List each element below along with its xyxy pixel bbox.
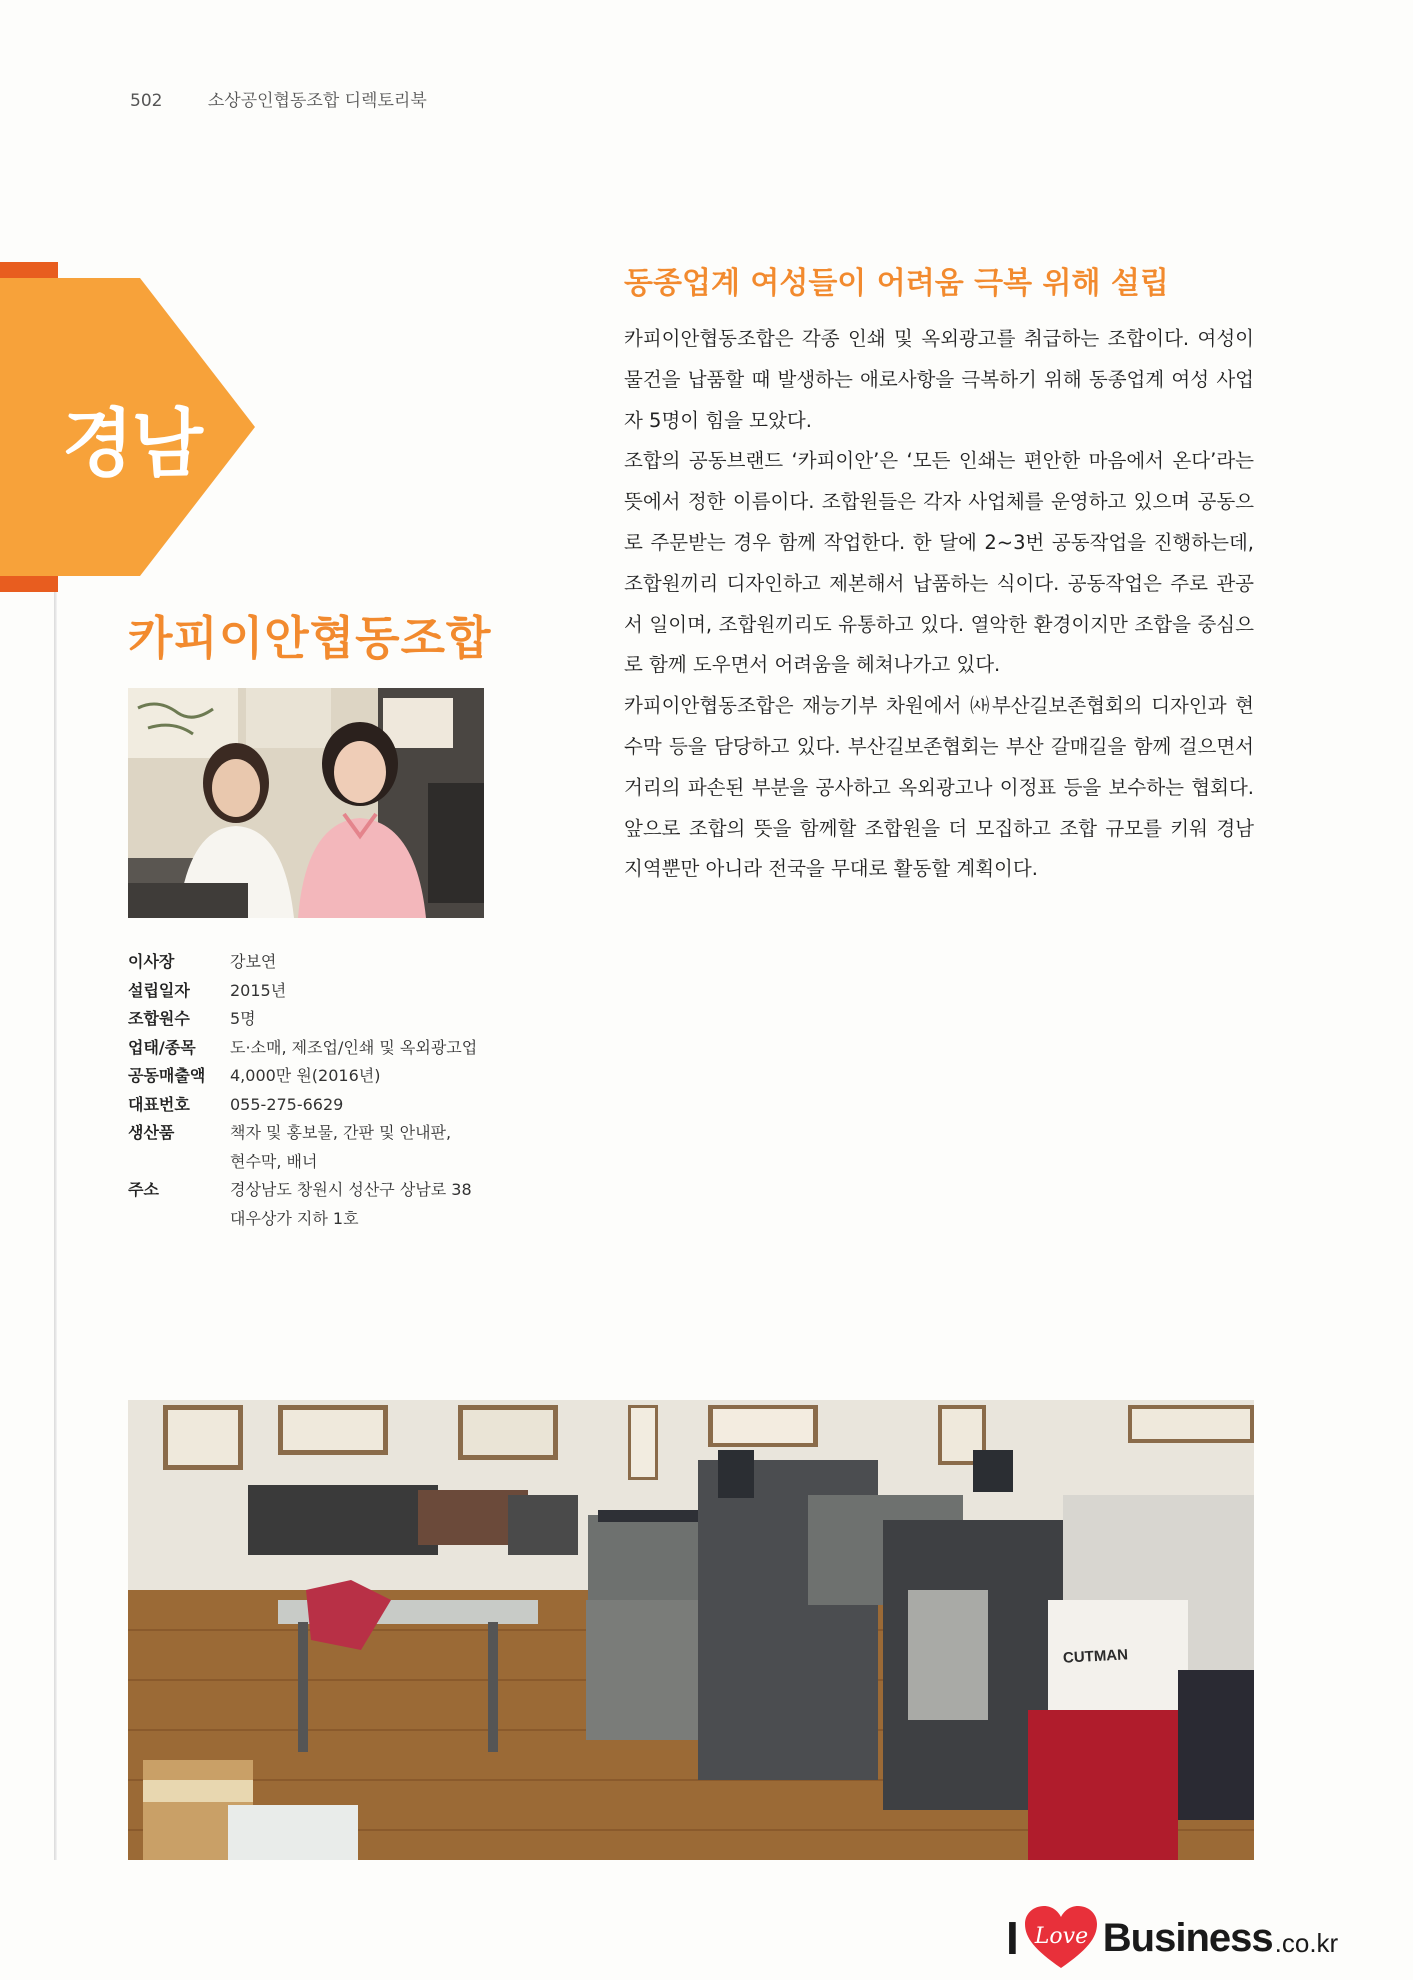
office-photo [128,1400,1254,1860]
info-value: 055-275-6629 [230,1094,344,1114]
brand-domain: .co.kr [1274,1927,1339,1958]
info-value: 5명 [230,1009,256,1028]
info-key: 주소 [128,1180,159,1199]
info-value: 강보연 [230,952,277,971]
info-row-ceo [128,948,528,977]
info-value: 도·소매, 제조업/인쇄 및 옥외광고업 [230,1037,478,1057]
page-binding-shadow [54,470,57,1860]
info-row-members [128,1005,528,1034]
info-key: 설립일자 [128,980,190,1000]
info-key: 대표번호 [128,1094,190,1114]
brand-business: Business [1102,1915,1273,1960]
article-paragraph: 조합의 공동브랜드 ‘카피이안’은 ‘모든 인쇄는 편안한 마음에서 온다’라는 뜻에서 정한 이름이다. 조합원들은 각자 사업체를 운영하고 있으며 공동으로 주문받는 경우 함께 작업한다. 한 달에 2~3번 공동작업을 진행하는데, 조합원끼리 디자인하고 제본해서 납품하는 식이다. 공동작업은 주로 관공서 일이며, 조합원끼리도 유통하고 있다. 열악한 환경이지만 조합을 중심으로 함께 도우면서 어려움을 헤쳐나가고 있다. [624,449,1254,677]
info-row-address [128,1176,528,1233]
info-value-line: 경상남도 창원시 성산구 상남로 38 [230,1180,472,1199]
info-key: 업태/종목 [128,1037,196,1057]
coop-info-table [128,948,528,1233]
info-value-line: 책자 및 홍보물, 간판 및 안내판, [230,1123,452,1142]
heart-icon [1025,1906,1097,1970]
info-value-line: 현수막, 배너 [230,1151,318,1171]
info-row-founded [128,977,528,1006]
info-key: 조합원수 [128,1009,190,1028]
info-value [230,1176,472,1233]
page-header [130,86,427,111]
info-row-phone [128,1091,528,1120]
page-number: 502 [130,91,163,111]
article-paragraph: 카피이안협동조합은 각종 인쇄 및 옥외광고를 취급하는 조합이다. 여성이 물건을 납품할 때 발생하는 애로사항을 극복하기 위해 동종업계 여성 사업자 5명이 힘을 모았다. [624,327,1254,432]
book-title: 소상공인협동조합 디렉토리북 [207,91,427,111]
article-paragraph: 카피이안협동조합은 재능기부 차원에서 ㈔부산길보존협회의 디자인과 현수막 등을 담당하고 있다. 부산길보존협회는 부산 갈매길을 함께 걸으면서 거리의 파손된 부분을 공사하고 옥외광고나 이정표 등을 보수하는 협회다. 앞으로 조합의 뜻을 함께할 조합원을 더 모집하고 조합 규모를 키워 경남 지역뿐만 아니라 전국을 무대로 활동할 계획이다. [624,694,1254,881]
info-value-line: 대우상가 지하 1호 [230,1208,359,1228]
info-key: 생산품 [128,1123,175,1142]
info-row-sales [128,1062,528,1091]
region-label: 경남 [62,401,201,487]
info-row-business-type [128,1034,528,1063]
info-key: 이사장 [128,952,175,971]
article-heading: 동종업계 여성들이 어려움 극복 위해 설립 [624,266,1169,301]
info-value: 4,000만 원(2016년) [230,1066,381,1085]
brand-logo [1006,1906,1338,1970]
office-sign-text: CUTMAN [1062,1646,1129,1667]
info-key: 공동매출액 [128,1066,206,1085]
brand-love: Love [1034,1924,1089,1949]
portrait-photo [128,688,484,918]
brand-i: I [1006,1912,1019,1964]
coop-name: 카피이안협동조합 [128,611,492,665]
info-row-products [128,1119,528,1176]
info-value [230,1119,451,1176]
article-body [624,319,1254,890]
info-value: 2015년 [230,980,287,1000]
